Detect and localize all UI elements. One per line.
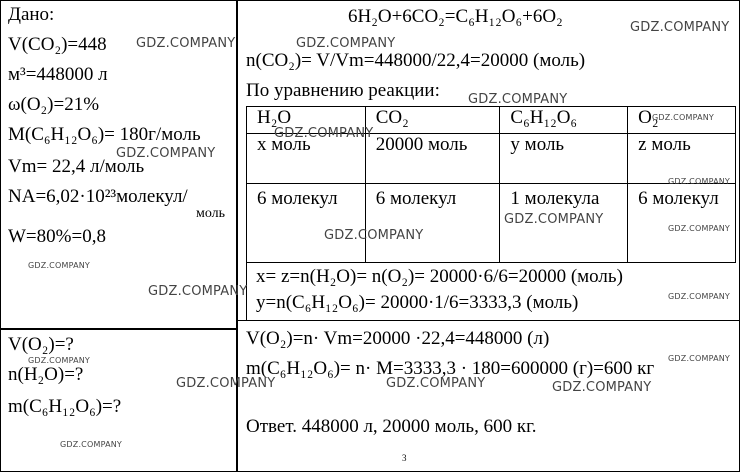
watermark: GDZ.COMPANY [386,376,486,391]
given-line: Vm= 22,4 л/моль [8,156,145,177]
given-line: W=80%=0,8 [8,226,106,247]
calc-y: y=n(C₆H₁₂O₆)= 20000·1/6=3333,3 (моль) [256,292,579,313]
cell-moles-co2: 20000 моль [365,134,500,184]
find-line: n(H₂O)=? [8,364,84,385]
given-line: ω(O₂)=21% [8,94,100,115]
watermark: GDZ.COMPANY [668,354,731,363]
calc-x: x= z=n(H₂O)= n(O₂)= 20000·6/6=20000 (моль) [256,266,623,287]
watermark: GDZ.COMPANY [296,36,396,51]
cell-moles-o2: z моль [628,134,736,184]
watermark: GDZ.COMPANY [176,376,276,391]
watermark: GDZ.COMPANY [504,212,604,227]
watermark: GDZ.COMPANY [116,146,216,161]
col-header-o2: O₂ [628,107,736,134]
cell-molecules-glucose: 1 молекула [500,184,628,263]
given-line: M(C₆H₁₂O₆)= 180г/моль [8,124,201,145]
v-o2-calc: V(O₂)=n· Vm=20000 ·22,4=448000 (л) [246,328,550,349]
n-co2-calc: n(CO₂)= V/Vm=448000/22,4=20000 (моль) [246,50,586,71]
given-heading: Дано: [8,4,55,25]
watermark: GDZ.COMPANY [652,113,715,122]
watermark: GDZ.COMPANY [668,224,731,233]
given-line: м³=448000 л [8,64,108,85]
given-line: V(CO₂)=448 [8,34,107,55]
right-divider [236,320,740,321]
watermark: GDZ.COMPANY [60,440,123,449]
by-equation-label: По уравнению реакции: [246,80,440,101]
col-header-glucose: C₆H₁₂O₆ [500,107,628,134]
answer: Ответ. 448000 л, 20000 моль, 600 кг. [246,416,537,437]
cell-moles-glucose: y моль [500,134,628,184]
cell-molecules-h2o: 6 молекул [247,184,366,263]
col-header-co2: CO₂ [365,107,500,134]
col-header-h2o: H₂O [247,107,366,134]
find-line: m(C₆H₁₂O₆)=? [8,396,122,417]
given-line: NA=6,02·10²³молекул/ [8,186,188,207]
m-glucose-calc: m(C₆H₁₂O₆)= n· M=3333,3 · 180=600000 (г)=600 кг [246,358,655,379]
given-line: моль [196,206,226,221]
watermark: GDZ.COMPANY [274,126,374,141]
cell-moles-h2o: x моль [247,134,366,184]
watermark: GDZ.COMPANY [468,92,568,107]
watermark: GDZ.COMPANY [136,36,236,51]
page-mark: 3 [402,453,407,463]
watermark: GDZ.COMPANY [148,284,248,299]
watermark: GDZ.COMPANY [28,356,91,365]
cell-molecules-o2: 6 молекул [628,184,736,263]
watermark: GDZ.COMPANY [668,292,731,301]
watermark: GDZ.COMPANY [552,380,652,395]
reaction-equation: 6H₂O+6CO₂=C₆H₁₂O₆+6O₂ [348,6,563,27]
watermark: GDZ.COMPANY [668,177,731,186]
watermark: GDZ.COMPANY [324,228,424,243]
cell-molecules-co2: 6 молекул [365,184,500,263]
find-line: V(O₂)=? [8,334,74,355]
watermark: GDZ.COMPANY [28,261,91,270]
watermark: GDZ.COMPANY [630,20,730,35]
